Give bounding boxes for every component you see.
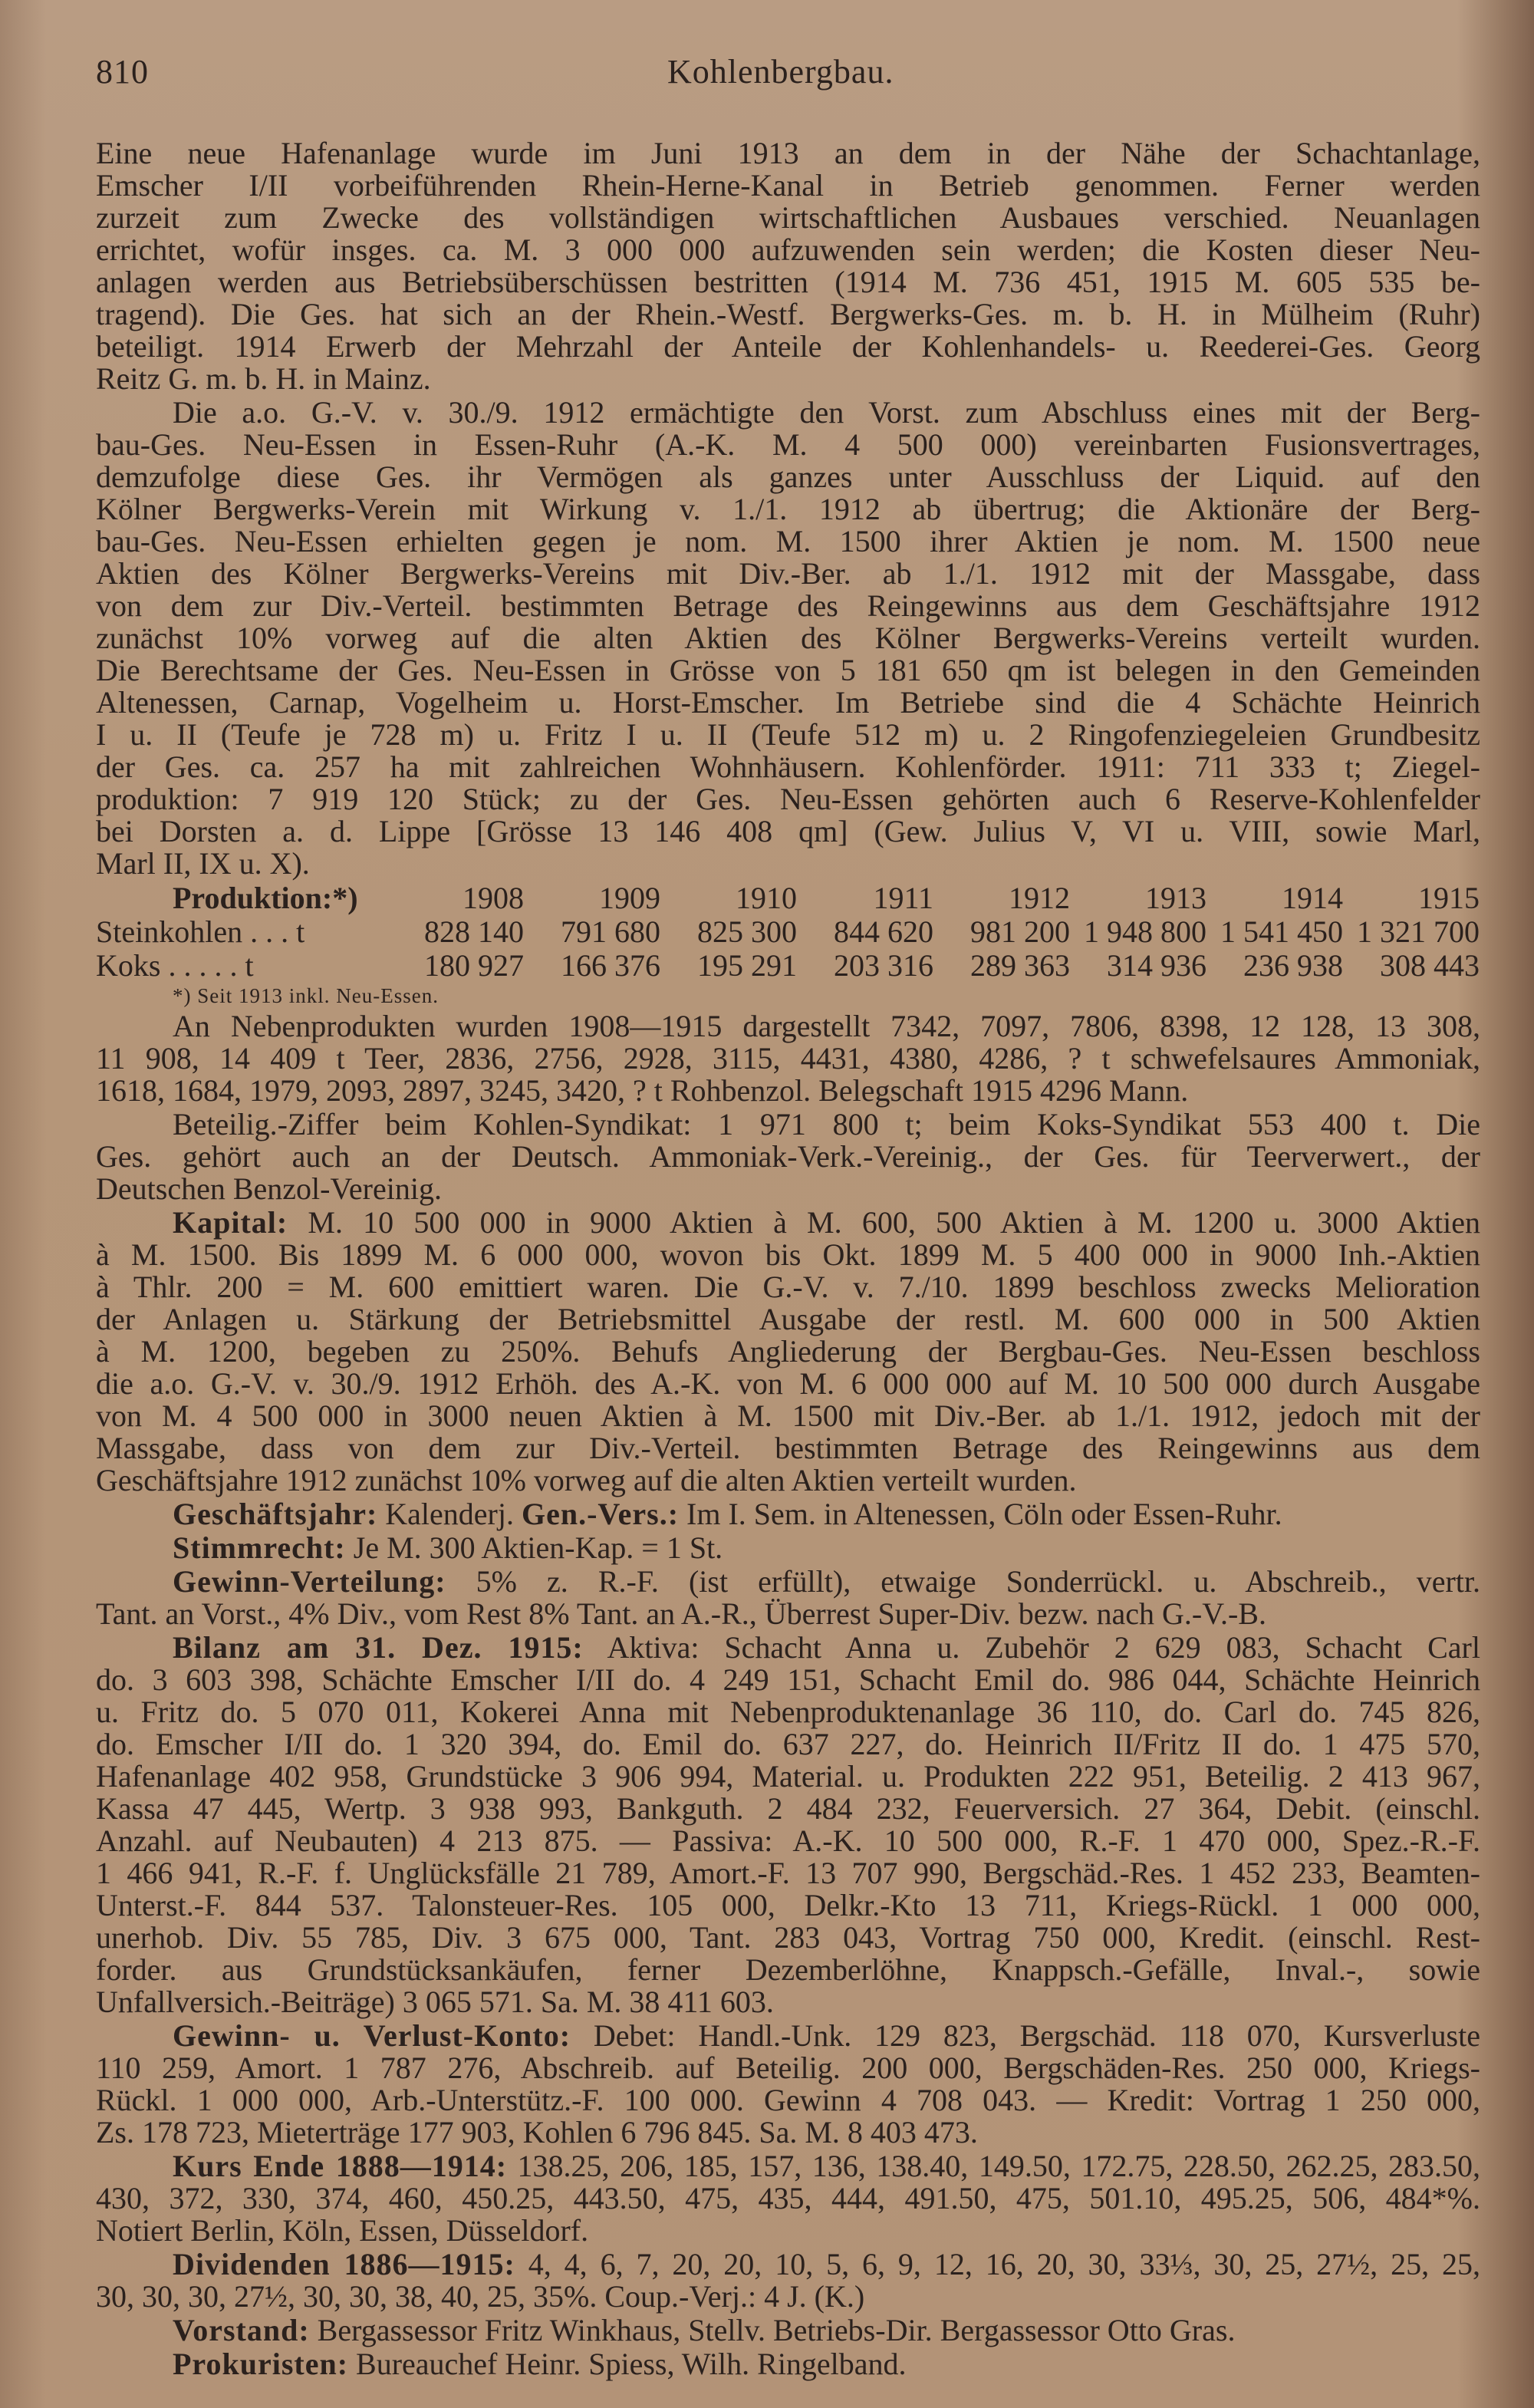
table-cell: 981 200 (970, 914, 1070, 949)
line-text: Unterst.-F. 844 537. Talonsteuer-Res. 105 000, Delkr.-Kto 13 711, Kriegs-Rückl. 1 000 000, (96, 1888, 1480, 1922)
text-line (96, 1632, 1480, 1664)
line-text: Die Berechtsame der Ges. Neu-Essen in Grösse von 5 181 650 qm ist belegen in den Gemeinden (96, 653, 1480, 687)
text-line (96, 1271, 1480, 1303)
line-text: do. Emscher I/II do. 1 320 394, do. Emil do. 637 227, do. Heinrich II/Fritz II do. 1 475 570, (96, 1727, 1480, 1761)
text-line (96, 1986, 1480, 2018)
text-line (96, 2116, 1480, 2149)
text-line (96, 2314, 1480, 2347)
line-text: 1 466 941, R.-F. f. Unglücksfälle 21 789, Amort.-F. 13 707 990, Bergschäd.-Res. 1 452 233, Beamten- (96, 1856, 1480, 1890)
table-cell: 195 291 (697, 948, 797, 983)
row-label: Produktion:*) (173, 881, 358, 915)
text-line (96, 1400, 1480, 1432)
line-text: Zs. 178 723, Mieterträge 177 903, Kohlen 6 796 845. Sa. M. 8 403 473. (96, 2115, 978, 2149)
text-line (96, 1141, 1480, 1173)
text-line (96, 1793, 1480, 1825)
line-text: Im I. Sem. in Altenessen, Cöln oder Essen-Ruhr. (679, 1497, 1282, 1531)
text-line (96, 266, 1480, 298)
section-label: Dividenden 1886—1915: (173, 2247, 515, 2281)
line-text: An Nebenprodukten wurden 1908—1915 dargestellt 7342, 7097, 7806, 8398, 12 128, 13 308, (173, 1009, 1480, 1043)
text-line (96, 2281, 1480, 2313)
line-text: Aktiva: Schacht Anna u. Zubehör 2 629 083, Schacht Carl (583, 1630, 1480, 1665)
line-text: Tant. an Vorst., 4% Div., vom Rest 8% Tant. an A.-R., Überrest Super-Div. bezw. nach G.-V.-B. (96, 1596, 1266, 1631)
text-line (96, 1761, 1480, 1793)
text-line (96, 137, 1480, 170)
line-text: Bergassessor Fritz Winkhaus, Stellv. Betriebs-Dir. Bergassessor Otto Gras. (309, 2313, 1236, 2347)
row-label: Koks . . . . . t (96, 948, 254, 983)
table-cell: 1 321 700 (1357, 914, 1480, 949)
text-line (96, 687, 1480, 719)
running-title: Kohlenbergbau. (667, 53, 894, 91)
line-text: Kassa 47 445, Wertp. 3 938 993, Bankguth. 2 484 232, Feuerversich. 27 364, Debit. (einschl. (96, 1791, 1480, 1826)
text-line (96, 1728, 1480, 1761)
text-line (96, 202, 1480, 234)
text-line (96, 1010, 1480, 1043)
line-text: Anzahl. auf Neubauten) 4 213 875. — Passiva: A.-K. 10 500 000, R.-F. 1 470 000, Spez.-R.-F. (96, 1823, 1480, 1858)
line-text: zurzeit zum Zwecke des vollständigen wirtschaftlichen Ausbaues verschied. Neuanlagen (96, 200, 1480, 235)
line-text: M. 10 500 000 in 9000 Aktien à M. 600, 500 Aktien à M. 1200 u. 3000 Aktien (288, 1205, 1480, 1240)
table-cell: 1911 (873, 881, 933, 915)
line-text: 1618, 1684, 1979, 2093, 2897, 3245, 3420, ? t Rohbenzol. Belegschaft 1915 4296 Mann. (96, 1073, 1189, 1108)
text-line (96, 1825, 1480, 1857)
section-label: Bilanz am 31. Dez. 1915: (173, 1630, 584, 1665)
line-text: à M. 1500. Bis 1899 M. 6 000 000, wovon bis Okt. 1899 M. 5 400 000 in 9000 Inh.-Aktien (96, 1237, 1480, 1272)
text-line (96, 2020, 1480, 2052)
text-line (96, 2052, 1480, 2084)
line-text: 11 908, 14 409 t Teer, 2836, 2756, 2928, 3115, 4431, 4380, 4286, ? t schwefelsaures Ammoniak, (96, 1041, 1480, 1076)
text-line (96, 331, 1480, 363)
line-text: bau-Ges. Neu-Essen erhielten gegen je nom. M. 1500 ihrer Aktien je nom. M. 1500 neue (96, 524, 1480, 558)
text-line (96, 525, 1480, 558)
line-text: errichtet, wofür insges. ca. M. 3 000 000 aufzuwenden sein werden; die Kosten dieser Neu- (96, 232, 1480, 267)
table-cell: 791 680 (561, 914, 660, 949)
line-text: I u. II (Teufe je 728 m) u. Fritz I u. II (Teufe 512 m) u. 2 Ringofenziegeleien Grundbesitz (96, 717, 1480, 752)
text-line (96, 1043, 1480, 1075)
line-text: à Thlr. 200 = M. 600 emittiert waren. Die G.-V. v. 7./10. 1899 beschloss zwecks Melioration (96, 1270, 1480, 1304)
table-cell: 1913 (1145, 881, 1206, 915)
text-line (96, 1889, 1480, 1922)
table-cell: 203 316 (834, 948, 933, 983)
table-cell: 1914 (1282, 881, 1343, 915)
line-text: à M. 1200, begeben zu 250%. Behufs Angliederung der Bergbau-Ges. Neu-Essen beschloss (96, 1334, 1480, 1369)
line-text: Geschäftsjahre 1912 zunächst 10% vorweg auf die alten Aktien verteilt wurden. (96, 1463, 1077, 1497)
text-line (96, 429, 1480, 461)
text-line (96, 1108, 1480, 1141)
table-cell: 308 443 (1380, 948, 1480, 983)
text-line (96, 298, 1480, 331)
line-text: unerhob. Div. 55 785, Div. 3 675 000, Tant. 283 043, Vortrag 750 000, Kredit. (einschl. Rest- (96, 1920, 1480, 1955)
table-cell: 289 363 (970, 948, 1070, 983)
text-line (96, 815, 1480, 848)
paragraph-prokuristen (96, 2348, 1480, 2380)
text-line (96, 558, 1480, 590)
line-text: Kalenderj. (377, 1497, 522, 1531)
text-line (96, 397, 1480, 429)
text-line (96, 1173, 1480, 1205)
paragraph-dividenden (96, 2248, 1480, 2313)
line-text: bau-Ges. Neu-Essen in Essen-Ruhr (A.-K. M. 4 500 000) vereinbarten Fusionsvertrages, (96, 427, 1480, 462)
table-cell: 236 938 (1243, 948, 1343, 983)
text-line (96, 2348, 1480, 2380)
text-line (96, 783, 1480, 815)
section-label: Stimmrecht: (173, 1530, 346, 1565)
table-cell: 844 620 (834, 914, 933, 949)
line-text: der Anlagen u. Stärkung der Betriebsmittel Ausgabe der restl. M. 600 000 in 500 Aktien (96, 1302, 1480, 1336)
line-text: Aktien des Kölner Bergwerks-Vereins mit Div.-Ber. ab 1./1. 1912 mit der Massgabe, dass (96, 556, 1480, 591)
paragraph-vorstand (96, 2314, 1480, 2347)
text-line (96, 1598, 1480, 1630)
line-text: Notiert Berlin, Köln, Essen, Düsseldorf. (96, 2213, 589, 2248)
section-label: Gewinn- u. Verlust-Konto: (173, 2018, 571, 2053)
line-text: beteiligt. 1914 Erwerb der Mehrzahl der Anteile der Kohlenhandels- u. Reederei-Ges. Georg (96, 329, 1480, 364)
text-line (96, 1696, 1480, 1728)
line-text: 430, 372, 330, 374, 460, 450.25, 443.50, 475, 435, 444, 491.50, 475, 501.10, 495.25, 506, 484*%. (96, 2181, 1480, 2215)
paragraph-kapital (96, 1207, 1480, 1497)
text-line (96, 1432, 1480, 1464)
text-line (96, 1239, 1480, 1271)
paragraph-nebenprodukte (96, 1010, 1480, 1107)
line-text: tragend). Die Ges. hat sich an der Rhein.-Westf. Bergwerks-Ges. m. b. H. in Mülheim (Ruhr) (96, 297, 1480, 331)
line-text: von dem zur Div.-Verteil. bestimmten Betrage des Reingewinns aus dem Geschäftsjahre 1912 (96, 588, 1480, 623)
line-text: Marl II, IX u. X). (96, 846, 310, 881)
paragraph-beteiligung (96, 1108, 1480, 1205)
table-cell: 1908 (463, 881, 524, 915)
table-cell: 1910 (736, 881, 797, 915)
table-cell: 166 376 (561, 948, 660, 983)
table-cell: 180 927 (424, 948, 524, 983)
text-line (96, 234, 1480, 266)
text-line (96, 461, 1480, 493)
text-line (96, 590, 1480, 622)
paragraph-stimmrecht (96, 1532, 1480, 1564)
text-line (96, 493, 1480, 525)
paragraph-fusion (96, 397, 1480, 880)
paragraph-geschaeftsjahr (96, 1498, 1480, 1530)
text-line (96, 1368, 1480, 1400)
line-text: u. Fritz do. 5 070 011, Kokerei Anna mit Nebenproduktenanlage 36 110, do. Carl do. 745 826, (96, 1695, 1480, 1729)
section-label: Kapital: (173, 1205, 288, 1240)
text-line (96, 2248, 1480, 2281)
table-cell: 1912 (1009, 881, 1070, 915)
page-body (96, 137, 1480, 2382)
line-text: Die a.o. G.-V. v. 30./9. 1912 ermächtigte den Vorst. zum Abschluss eines mit der Berg- (173, 395, 1480, 430)
text-line (96, 1498, 1480, 1530)
text-line (96, 751, 1480, 783)
paragraph-hafenanlage (96, 137, 1480, 395)
section-label: Geschäftsjahr: (173, 1497, 378, 1531)
line-text: der Ges. ca. 257 ha mit zahlreichen Wohnhäusern. Kohlenförder. 1911: 711 333 t; Ziegel- (96, 749, 1480, 784)
paragraph-kurs (96, 2150, 1480, 2247)
table-cell: 828 140 (424, 914, 524, 949)
line-text: Debet: Handl.-Unk. 129 823, Bergschäd. 118 070, Kursverluste (571, 2018, 1480, 2053)
text-line (96, 1303, 1480, 1336)
table-cell: 1915 (1418, 881, 1480, 915)
line-text: 4, 4, 6, 7, 20, 20, 10, 5, 6, 9, 12, 16, 20, 30, 33⅓, 30, 25, 27½, 25, 25, (515, 2247, 1480, 2281)
paragraph-gewinnverlust (96, 2020, 1480, 2149)
line-text: bei Dorsten a. d. Lippe [Grösse 13 146 408 qm] (Gew. Julius V, VI u. VIII, sowie Marl, (96, 814, 1480, 848)
production-footnote: *) Seit 1913 inkl. Neu-Essen. (173, 984, 439, 1007)
line-text: Je M. 300 Aktien-Kap. = 1 St. (345, 1530, 723, 1565)
production-table (96, 881, 1480, 983)
text-line (96, 170, 1480, 202)
text-line (96, 654, 1480, 687)
section-label: Gen.-Vers.: (521, 1497, 680, 1531)
text-line (96, 1857, 1480, 1889)
text-line (96, 848, 1480, 880)
line-text: Emscher I/II vorbeiführenden Rhein-Herne-Kanal in Betrieb genommen. Ferner werden (96, 168, 1480, 203)
line-text: Altenessen, Carnap, Vogelheim u. Horst-Emscher. Im Betriebe sind die 4 Schächte Heinrich (96, 685, 1480, 720)
paragraph-bilanz (96, 1632, 1480, 2018)
table-header-row (96, 881, 1480, 915)
line-text: Reitz G. m. b. H. in Mainz. (96, 361, 431, 396)
line-text: 138.25, 206, 185, 157, 136, 138.40, 149.50, 172.75, 228.50, 262.25, 283.50, (507, 2149, 1480, 2183)
line-text: produktion: 7 919 120 Stück; zu der Ges. Neu-Essen gehörten auch 6 Reserve-Kohlenfelder (96, 782, 1480, 816)
line-text: 110 259, Amort. 1 787 276, Abschreib. auf Beteilig. 200 000, Bergschäden-Res. 250 000, Kriegs- (96, 2051, 1480, 2085)
line-text: Eine neue Hafenanlage wurde im Juni 1913 an dem in der Nähe der Schachtanlage, (96, 136, 1480, 170)
text-line (96, 1464, 1480, 1497)
line-text: Kölner Bergwerks-Verein mit Wirkung v. 1./1. 1912 ab übertrug; die Aktionäre der Berg- (96, 492, 1480, 526)
text-line (96, 719, 1480, 751)
line-text: 5% z. R.-F. (ist erfüllt), etwaige Sonderrückl. u. Abschreib., vertr. (446, 1564, 1480, 1599)
section-label: Prokuristen: (173, 2347, 349, 2381)
table-row (96, 949, 1480, 983)
line-text: Rückl. 1 000 000, Arb.-Unterstütz.-F. 100 000. Gewinn 4 708 043. — Kredit: Vortrag 1 250 000, (96, 2083, 1480, 2117)
table-cell: 825 300 (697, 914, 797, 949)
line-text: Beteilig.-Ziffer beim Kohlen-Syndikat: 1 971 800 t; beim Koks-Syndikat 553 400 t. Die (173, 1107, 1480, 1141)
text-line (96, 1664, 1480, 1696)
line-text: von M. 4 500 000 in 3000 neuen Aktien à M. 1500 mit Div.-Ber. ab 1./1. 1912, jedoch mit der (96, 1398, 1480, 1433)
line-text: Deutschen Benzol-Vereinig. (96, 1171, 442, 1206)
text-line (96, 1566, 1480, 1598)
line-text: Ges. gehört auch an der Deutsch. Ammoniak-Verk.-Vereinig., der Ges. für Teerverwert., der (96, 1139, 1480, 1174)
text-line (96, 2084, 1480, 2116)
line-text: zunächst 10% vorweg auf die alten Aktien des Kölner Bergwerks-Vereins verteilt wurden. (96, 621, 1480, 655)
text-line (96, 1922, 1480, 1954)
section-label: Kurs Ende 1888—1914: (173, 2149, 508, 2183)
text-line (96, 622, 1480, 654)
line-text: forder. aus Grundstücksankäufen, ferner Dezemberlöhne, Knappsch.-Gefälle, Inval.-, sowie (96, 1952, 1480, 1987)
row-label: Steinkohlen . . . t (96, 914, 305, 949)
text-line (96, 2182, 1480, 2215)
paragraph-gewinnverteilung (96, 1566, 1480, 1630)
table-row (96, 915, 1480, 949)
table-cell: 1 948 800 (1084, 914, 1206, 949)
page-number: 810 (96, 53, 149, 91)
line-text: Unfallversich.-Beiträge) 3 065 571. Sa. M. 38 411 603. (96, 1985, 774, 2019)
line-text: anlagen werden aus Betriebsüberschüssen bestritten (1914 M. 736 451, 1915 M. 605 535 be- (96, 265, 1480, 299)
line-text: do. 3 603 398, Schächte Emscher I/II do. 4 249 151, Schacht Emil do. 986 044, Schächte Heinrich (96, 1662, 1480, 1697)
section-label: Vorstand: (173, 2313, 310, 2347)
text-line (96, 1336, 1480, 1368)
text-line (96, 2150, 1480, 2182)
table-cell: 314 936 (1107, 948, 1206, 983)
text-line (96, 1207, 1480, 1239)
line-text: 30, 30, 30, 27½, 30, 30, 38, 40, 25, 35%. Coup.-Verj.: 4 J. (K.) (96, 2279, 865, 2314)
table-cell: 1909 (599, 881, 660, 915)
line-text: Bureauchef Heinr. Spiess, Wilh. Ringelband. (348, 2347, 907, 2381)
text-line (96, 2215, 1480, 2247)
text-line (96, 363, 1480, 395)
line-text: demzufolge diese Ges. ihr Vermögen als ganzes unter Ausschluss der Liquid. auf den (96, 460, 1480, 494)
line-text: Massgabe, dass von dem zur Div.-Verteil. bestimmten Betrage des Reingewinns aus dem (96, 1431, 1480, 1465)
table-cell: 1 541 450 (1220, 914, 1343, 949)
text-line (96, 1954, 1480, 1986)
text-line (96, 1075, 1480, 1107)
text-line (96, 1532, 1480, 1564)
line-text: die a.o. G.-V. v. 30./9. 1912 Erhöh. des A.-K. von M. 6 000 000 auf M. 10 500 000 durch Ausgabe (96, 1366, 1480, 1401)
section-label: Gewinn-Verteilung: (173, 1564, 446, 1599)
line-text: Hafenanlage 402 958, Grundstücke 3 906 994, Material. u. Produkten 222 951, Beteilig. 2 413 967, (96, 1759, 1480, 1794)
